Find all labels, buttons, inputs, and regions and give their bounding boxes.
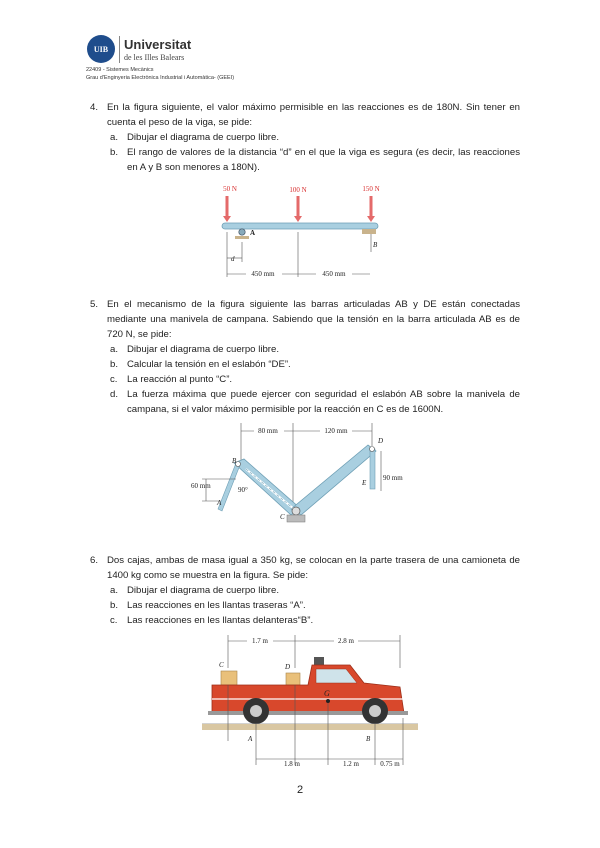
dim-label: 60 mm (191, 482, 211, 490)
point-label: B (366, 735, 371, 743)
point-label: B (373, 241, 378, 249)
dim-label: 1.7 m (252, 637, 268, 645)
point-label: C (280, 513, 285, 521)
point-label: D (285, 663, 291, 671)
load-label: 50 N (223, 185, 237, 193)
truck-figure (200, 633, 420, 773)
point-label: G (324, 689, 330, 698)
dim-label: 450 mm (251, 270, 275, 278)
question-item: a. Dibujar el diagrama de cuerpo libre. (110, 132, 279, 143)
question-item: b. El rango de valores de la distancia “d” en el que la viga es segura (es decir, las reacciones en A y B son menores a 180N). (110, 147, 520, 173)
dim-label: 1.8 m (284, 760, 300, 768)
load-label: 150 N (362, 185, 380, 193)
question-4 (90, 100, 520, 175)
uib-logo-icon (86, 34, 116, 64)
question-text: En el mecanismo de la figura siguiente las barras articuladas AB y DE están conectadas mediante una manivela de campana. Sabiendo que la tensión en la barra articulada AB es de 720 N, se pide: (107, 299, 520, 340)
question-item: b. Calcular la tensión en el eslabón “DE”. (110, 359, 291, 370)
question-6 (90, 553, 520, 628)
point-label: A (250, 229, 256, 237)
point-label: C (219, 661, 224, 669)
beam (222, 223, 378, 229)
question-item: b. Las reacciones en les llantas traseras “A”. (110, 600, 306, 611)
question-number: 6. (90, 555, 99, 566)
bell-crank-figure (191, 421, 416, 526)
link-DE (370, 449, 375, 489)
support-base (287, 515, 305, 522)
arrowhead-icon (223, 216, 231, 222)
logo-divider (119, 36, 120, 63)
center-of-gravity (326, 699, 330, 703)
dim-label: 2.8 m (338, 637, 354, 645)
support-block (362, 229, 376, 234)
question-item: d. La fuerza máxima que puede ejercer con seguridad el eslabón AB sobre la manivela de campana, si el valor máximo permisible por la reacción en C es de 1600N. (110, 389, 520, 415)
pin-icon (370, 447, 375, 452)
question-item: a. Dibujar el diagrama de cuerpo libre. (110, 585, 279, 596)
question-item: c. La reacción al punto “C”. (110, 374, 233, 385)
university-name: Universitat (124, 37, 192, 52)
dim-label: d (231, 255, 235, 263)
question-text: Dos cajas, ambas de masa igual a 350 kg, se colocan en la parte trasera de una camioneta de 1400 kg como se muestra en la figura. Se pide: (107, 555, 520, 581)
box-C (221, 671, 237, 685)
question-item: a. Dibujar el diagrama de cuerpo libre. (110, 344, 279, 355)
course-code: 22409 - Sistemes Mecànics (86, 67, 154, 73)
pin-icon (292, 507, 300, 515)
point-label: D (378, 437, 384, 445)
dim-label: 450 mm (322, 270, 346, 278)
point-label: A (217, 499, 222, 507)
dim-label: 90 mm (383, 474, 403, 482)
angle-label: 90° (238, 486, 248, 494)
dim-label: 120 mm (324, 427, 348, 435)
degree-name: Grau d'Enginyeria Electrònica Industrial i Automàtica- (GEEI) (86, 75, 235, 81)
dim-label: 1.2 m (343, 760, 359, 768)
link-AB (218, 463, 240, 511)
beam-figure (210, 182, 390, 282)
course-info (86, 66, 234, 82)
question-item: c. Las reacciones en les llantas delanteras“B”. (110, 615, 314, 626)
question-text: En la figura siguiente, el valor máximo permisible en las reacciones es de 180N. Sin tener en cuenta el peso de la viga, se pide: (107, 102, 520, 128)
point-label: B (232, 457, 237, 465)
university-subtitle: de les Illes Balears (124, 53, 185, 62)
siren (314, 657, 324, 665)
arrowhead-icon (367, 216, 375, 222)
page-number: 2 (296, 784, 304, 796)
load-label: 100 N (289, 186, 307, 194)
question-number: 5. (90, 299, 99, 310)
box-D (286, 673, 300, 685)
question-5 (90, 297, 520, 417)
dim-label: 80 mm (258, 427, 278, 435)
question-number: 4. (90, 102, 99, 113)
dim-label: 0.75 m (380, 760, 400, 768)
arrowhead-icon (294, 216, 302, 222)
point-label: A (248, 735, 253, 743)
support-base (235, 236, 249, 239)
logo-text: UIB (93, 45, 109, 54)
ground (202, 724, 418, 730)
point-label: E (362, 479, 367, 487)
pin-support-icon (239, 229, 245, 235)
